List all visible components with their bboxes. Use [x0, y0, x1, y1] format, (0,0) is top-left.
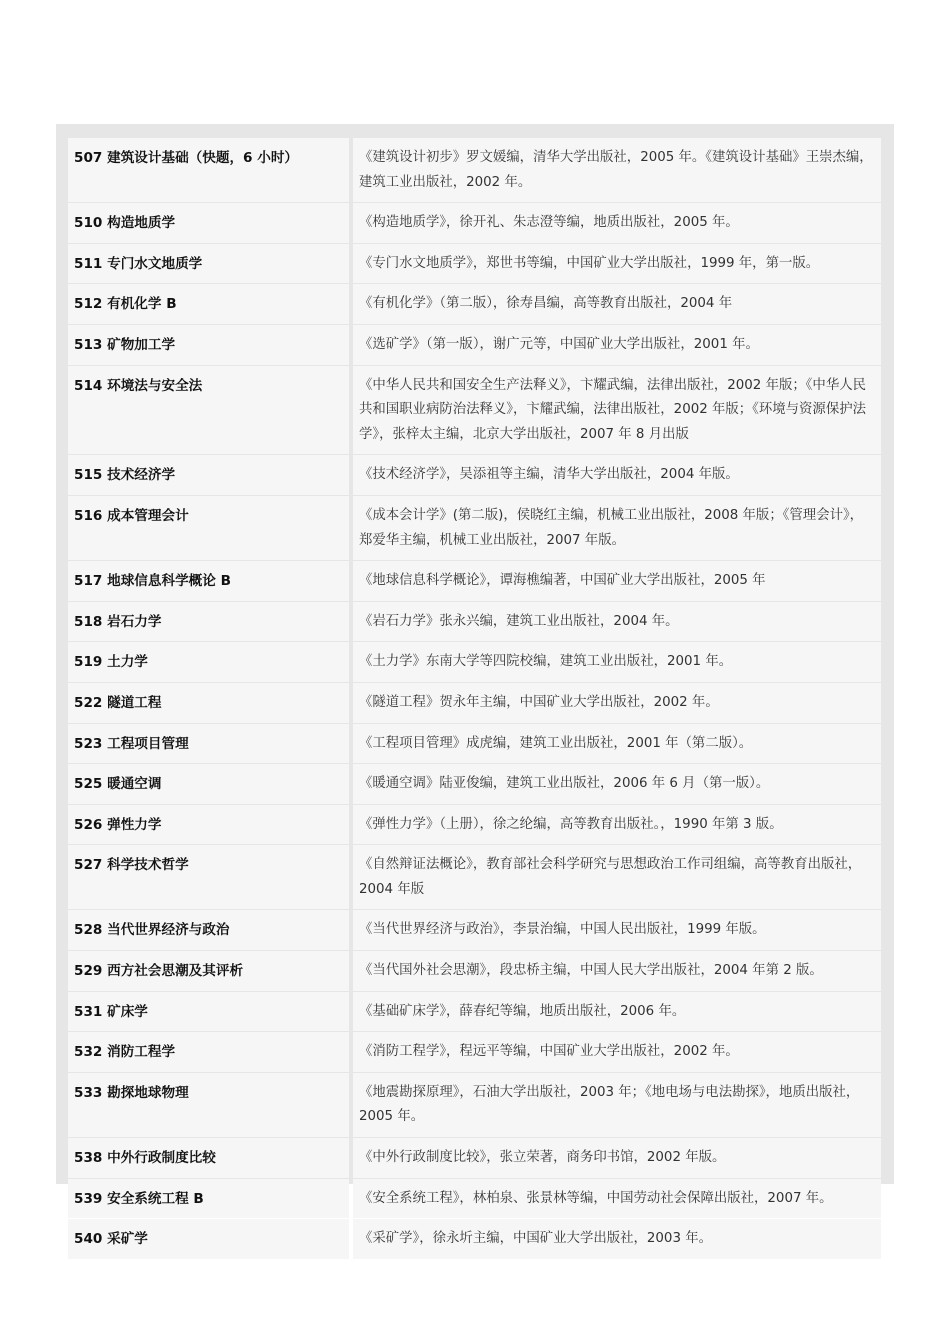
table-row: [68, 138, 881, 202]
table-row: [68, 455, 881, 495]
course-name: 529 西方社会思潮及其评析: [68, 951, 349, 991]
course-name: 512 有机化学 B: [68, 284, 349, 324]
table-row: [68, 764, 881, 804]
reference-book: 《基础矿床学》，薛春纪等编，地质出版社，2006 年。: [353, 992, 881, 1032]
course-name: 514 环境法与安全法: [68, 366, 349, 455]
reference-book: 《专门水文地质学》，郑世书等编，中国矿业大学出版社，1999 年，第一版。: [353, 244, 881, 284]
table-row: [68, 910, 881, 950]
reference-book: 《当代国外社会思潮》，段忠桥主编，中国人民大学出版社，2004 年第 2 版。: [353, 951, 881, 991]
course-name: 518 岩石力学: [68, 602, 349, 642]
table-row: [68, 325, 881, 365]
course-name: 531 矿床学: [68, 992, 349, 1032]
table-row: [68, 1032, 881, 1072]
reference-book: 《建筑设计初步》罗文媛编，清华大学出版社，2005 年。《建筑设计基础》王崇杰编，建筑工业出版社，2002 年。: [353, 138, 881, 202]
table-row: [68, 496, 881, 560]
exam-reference-table: [68, 138, 881, 1259]
reference-book: 《消防工程学》，程远平等编，中国矿业大学出版社，2002 年。: [353, 1032, 881, 1072]
reference-book: 《安全系统工程》，林柏泉、张景林等编，中国劳动社会保障出版社，2007 年。: [353, 1179, 881, 1219]
reference-book: 《弹性力学》（上册），徐之纶编，高等教育出版社。，1990 年第 3 版。: [353, 805, 881, 845]
table-row: [68, 992, 881, 1032]
table-row: [68, 284, 881, 324]
course-name: 538 中外行政制度比较: [68, 1138, 349, 1178]
reference-book: 《采矿学》，徐永圻主编，中国矿业大学出版社，2003 年。: [353, 1219, 881, 1259]
course-name: 513 矿物加工学: [68, 325, 349, 365]
reference-book: 《中华人民共和国安全生产法释义》，卞耀武编，法律出版社，2002 年版；《中华人民共和国职业病防治法释义》，卞耀武编，法律出版社，2002 年版；《环境与资源保护法学》，张梓太主编，北京大学出版社，2007 年 8 月出版: [353, 366, 881, 455]
table-row: [68, 602, 881, 642]
course-name: 507 建筑设计基础（快题，6 小时）: [68, 138, 349, 202]
reference-book: 《地球信息科学概论》，谭海樵编著，中国矿业大学出版社，2005 年: [353, 561, 881, 601]
table-row: [68, 805, 881, 845]
course-name: 539 安全系统工程 B: [68, 1179, 349, 1219]
course-name: 525 暖通空调: [68, 764, 349, 804]
table-row: [68, 845, 881, 909]
reference-book: 《暖通空调》陆亚俊编，建筑工业出版社，2006 年 6 月（第一版）。: [353, 764, 881, 804]
table-row: [68, 366, 881, 455]
reference-book: 《当代世界经济与政治》，李景治编，中国人民出版社，1999 年版。: [353, 910, 881, 950]
reference-book: 《隧道工程》贺永年主编，中国矿业大学出版社，2002 年。: [353, 683, 881, 723]
course-name: 522 隧道工程: [68, 683, 349, 723]
table-row: [68, 1179, 881, 1219]
reference-book: 《中外行政制度比较》，张立荣著，商务印书馆，2002 年版。: [353, 1138, 881, 1178]
course-name: 528 当代世界经济与政治: [68, 910, 349, 950]
table-row: [68, 1138, 881, 1178]
course-name: 510 构造地质学: [68, 203, 349, 243]
reference-book: 《选矿学》（第一版），谢广元等，中国矿业大学出版社，2001 年。: [353, 325, 881, 365]
reference-book: 《有机化学》（第二版），徐寿昌编，高等教育出版社，2004 年: [353, 284, 881, 324]
course-name: 533 勘探地球物理: [68, 1073, 349, 1137]
course-name: 532 消防工程学: [68, 1032, 349, 1072]
table-row: [68, 724, 881, 764]
reference-book: 《岩石力学》张永兴编，建筑工业出版社，2004 年。: [353, 602, 881, 642]
course-name: 517 地球信息科学概论 B: [68, 561, 349, 601]
table-row: [68, 1073, 881, 1137]
table-row: [68, 561, 881, 601]
reference-book: 《地震勘探原理》，石油大学出版社，2003 年；《地电场与电法勘探》，地质出版社，2005 年。: [353, 1073, 881, 1137]
course-name: 526 弹性力学: [68, 805, 349, 845]
course-name: 523 工程项目管理: [68, 724, 349, 764]
course-name: 515 技术经济学: [68, 455, 349, 495]
table-row: [68, 244, 881, 284]
reference-book: 《自然辩证法概论》，教育部社会科学研究与思想政治工作司组编，高等教育出版社，2004 年版: [353, 845, 881, 909]
table-row: [68, 203, 881, 243]
course-name: 540 采矿学: [68, 1219, 349, 1259]
course-name: 516 成本管理会计: [68, 496, 349, 560]
course-name: 511 专门水文地质学: [68, 244, 349, 284]
reference-book: 《技术经济学》，吴添祖等主编，清华大学出版社，2004 年版。: [353, 455, 881, 495]
reference-book: 《成本会计学》(第二版)，侯晓红主编，机械工业出版社，2008 年版；《管理会计》，郑爱华主编，机械工业出版社，2007 年版。: [353, 496, 881, 560]
reference-book: 《土力学》东南大学等四院校编，建筑工业出版社，2001 年。: [353, 642, 881, 682]
table-row: [68, 1219, 881, 1259]
table-row: [68, 642, 881, 682]
table-row: [68, 951, 881, 991]
reference-book: 《工程项目管理》成虎编，建筑工业出版社，2001 年（第二版）。: [353, 724, 881, 764]
reference-book: 《构造地质学》，徐开礼、朱志澄等编，地质出版社，2005 年。: [353, 203, 881, 243]
course-name: 527 科学技术哲学: [68, 845, 349, 909]
course-name: 519 土力学: [68, 642, 349, 682]
table-row: [68, 683, 881, 723]
